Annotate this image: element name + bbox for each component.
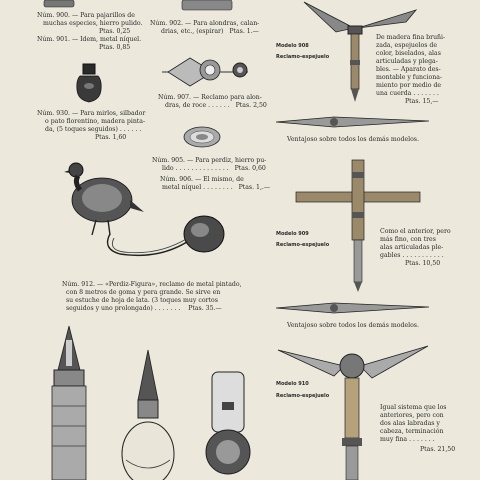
spindle-icon	[274, 112, 434, 132]
item-930-text-2: o pato florentino, madera pinta-	[45, 118, 146, 125]
item-930-price: Ptas. 1,60	[95, 134, 127, 141]
coiled-whistle-icon	[180, 124, 224, 150]
item-912-text-4: seguidos y uno prolongado) . . . . . . . Ptas. 35.—	[66, 305, 222, 312]
model-908-desc-8: una cuerda . . . . . . .	[376, 90, 439, 97]
item-905-text-2: lido . . . . . . . . . . . . . . Ptas. 0,60	[162, 165, 266, 172]
spring-whistle-icon	[40, 0, 80, 10]
pen-call-icon-2	[120, 350, 176, 480]
item-900-text-2: muchas especies, hierro pulido.	[43, 20, 143, 27]
item-912-text: Núm. 912. — «Perdiz-Figura», reclamo de metal pintado,	[62, 281, 242, 288]
model-908-desc-4: articuladas y plega-	[376, 58, 438, 65]
rubber-bulb-icon	[100, 204, 230, 274]
model-908-sub: Reclamo-espejuelo	[276, 54, 330, 60]
model-908-desc-7: miento por medio de	[376, 82, 442, 89]
item-906-text: Núm. 906. — El mismo, de	[160, 176, 244, 183]
duck-call-icon	[74, 64, 104, 106]
mirror-lure-icon	[296, 0, 426, 110]
mirror-lure-icon-3	[274, 344, 434, 480]
model-910-desc-2: anteriores, pero con	[380, 412, 444, 419]
item-901-price: Ptas. 0,85	[99, 44, 131, 51]
model-908-label: Modelo 908	[276, 43, 309, 49]
lark-mirror-icon	[158, 52, 258, 92]
model-908-desc-5: bles. — Aparato des-	[376, 66, 441, 73]
model-908-price: Ptas. 15,—	[405, 98, 439, 105]
item-912-text-2: con 8 metros de goma y pera grande. Se sirve en	[66, 289, 221, 296]
item-905-text: Núm. 905. — Para perdiz, hierro pu-	[152, 157, 267, 164]
model-910-desc-5: muy fina . . . . . . .	[380, 436, 435, 443]
item-900-text: Núm. 900. — Para pajarillos de	[37, 12, 135, 19]
item-907-text-2: dras, de roce . . . . . . Ptas. 2,50	[165, 102, 267, 109]
item-930-text: Núm. 930. — Para mirlos, silbador	[37, 110, 146, 117]
model-908-desc-2: zada, espejuelos de	[376, 42, 438, 49]
item-907-text: Núm. 907. — Reclamo para alon-	[158, 94, 262, 101]
model-910-label: Modelo 910	[276, 381, 309, 387]
item-902-text: Núm. 902. — Para alondras, calan-	[150, 20, 260, 27]
spindle-icon-2	[274, 298, 434, 318]
mirror-lure-icon-2	[296, 160, 426, 300]
model-909-label: Modelo 909	[276, 231, 309, 237]
whistle-call-icon	[204, 372, 254, 480]
model-909-price: Ptas. 10,50	[405, 260, 441, 267]
pen-call-icon	[44, 326, 94, 480]
model-910-desc-1: Igual sistema que los	[380, 404, 447, 411]
item-900-price: Ptas. 0,25	[99, 28, 131, 35]
model-908-desc-3: color, biselados, alas	[376, 50, 441, 57]
model-909-desc-1: Como el anterior, pero	[380, 228, 451, 235]
model-909-desc-4: gables . . . . . . . . . . .	[380, 252, 444, 259]
model-910-sub: Reclamo-espejuelo	[276, 393, 330, 399]
model-909-desc-3: alas articuladas ple-	[380, 244, 444, 251]
ventajoso-1: Ventajoso sobre todos los demás modelos.	[287, 136, 419, 143]
item-906-text-2: metal níquel . . . . . . . . Ptas. 1,.—	[162, 184, 271, 191]
item-912-text-3: su estuche de hoja de lata. (3 toques muy cortos	[66, 297, 218, 304]
item-902-text-2: drias, etc., (espirar) Ptas. 1.—	[161, 28, 259, 35]
model-910-desc-3: dos alas labradas y	[380, 420, 440, 427]
item-901-text: Núm. 901. — Idem, metal níquel.	[37, 36, 142, 43]
whistle-top-icon	[178, 0, 238, 14]
model-909-sub: Reclamo-espejuelo	[276, 242, 330, 248]
model-908-desc-6: montable y funciona-	[376, 74, 442, 81]
model-909-desc-2: más fino, con tres	[380, 236, 436, 243]
model-908-desc-1: De madera fina bruñi-	[376, 34, 446, 41]
model-910-price: Ptas. 21,50	[420, 446, 456, 453]
ventajoso-2: Ventajoso sobre todos los demás modelos.	[287, 322, 419, 329]
item-930-text-3: da, (5 toques seguidos) . . . . . .	[45, 126, 142, 133]
model-910-desc-4: cabeza, terminación	[380, 428, 444, 435]
